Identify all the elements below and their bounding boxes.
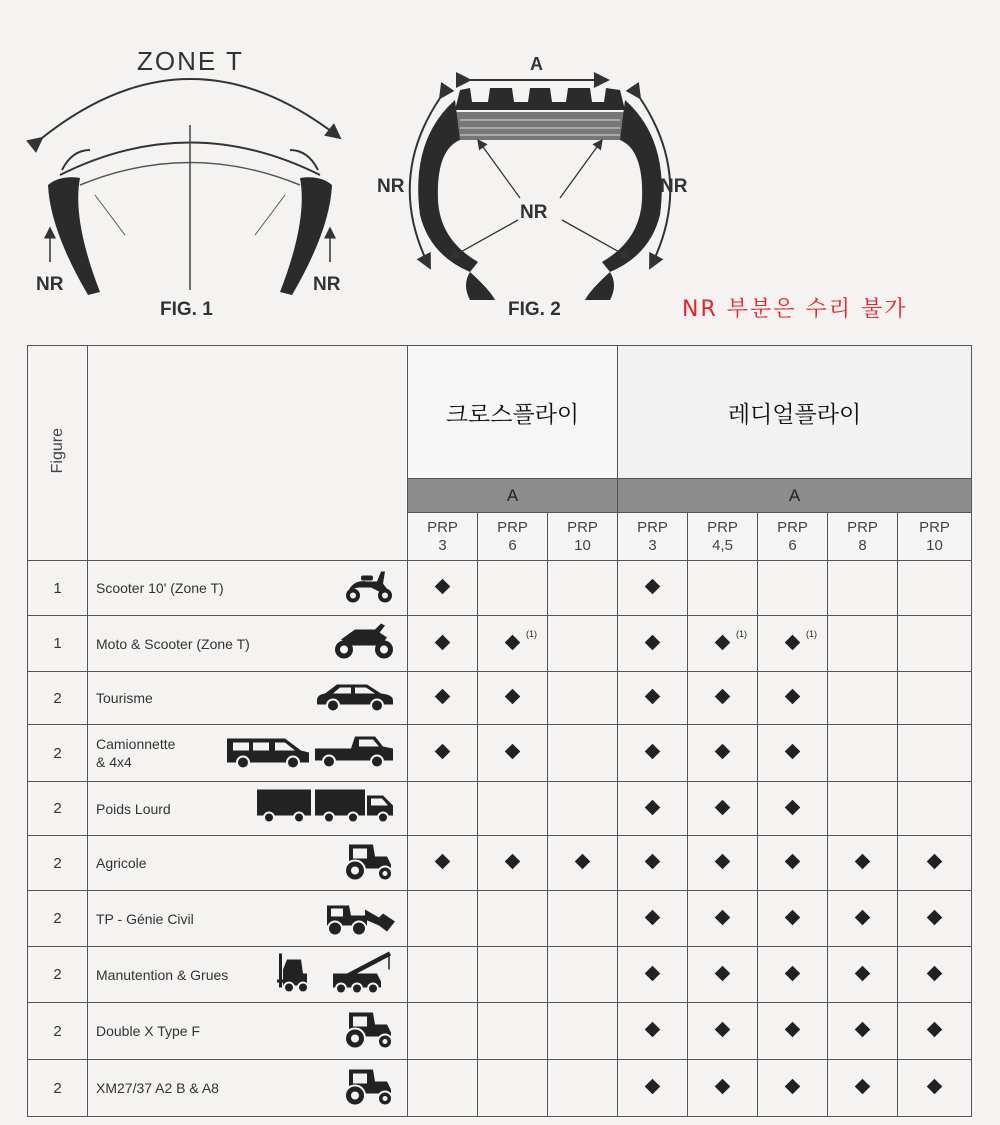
vehicle-type-label: Manutention & Grues bbox=[96, 966, 229, 983]
prp-label: PRP bbox=[847, 518, 878, 536]
crossply-header: 크로스플라이 bbox=[408, 346, 618, 479]
compat-cell bbox=[828, 561, 898, 616]
table-row bbox=[28, 782, 972, 836]
compat-cell bbox=[758, 1003, 828, 1060]
compat-cell bbox=[618, 672, 688, 725]
compat-cell bbox=[408, 836, 478, 891]
compatible-diamond-icon bbox=[645, 634, 661, 650]
vehicle-type-label: Tourisme bbox=[96, 690, 153, 706]
compatible-diamond-icon bbox=[715, 909, 731, 925]
table-row bbox=[28, 1003, 972, 1060]
compat-cell bbox=[828, 672, 898, 725]
compat-cell bbox=[618, 1003, 688, 1060]
compat-cell bbox=[408, 1060, 478, 1117]
footnote-mark: (1) bbox=[736, 628, 748, 639]
prp-label: PRP bbox=[637, 518, 668, 536]
figure-number: 2 bbox=[28, 891, 88, 947]
compatible-diamond-icon bbox=[785, 1022, 801, 1038]
compat-cell bbox=[898, 616, 972, 672]
prp-header-3 bbox=[548, 513, 618, 561]
vehicle-type-label: XM27/37 A2 B & A8 bbox=[96, 1080, 219, 1096]
compatible-diamond-icon bbox=[645, 799, 661, 815]
compat-cell bbox=[478, 725, 548, 782]
crossply-a-zone: A bbox=[408, 479, 618, 513]
motorcycle-icon bbox=[331, 621, 397, 666]
prp-label: PRP bbox=[919, 518, 950, 536]
compat-cell bbox=[688, 725, 758, 782]
vehicle-type-cell bbox=[88, 725, 408, 782]
compat-cell bbox=[898, 1003, 972, 1060]
prp-header-7 bbox=[828, 513, 898, 561]
prp-label: PRP bbox=[427, 518, 458, 536]
figure-header-cell bbox=[28, 346, 88, 561]
vehicle-type-label: Scooter 10' (Zone T) bbox=[96, 580, 224, 596]
table-row bbox=[28, 1060, 972, 1117]
compatible-diamond-icon bbox=[785, 799, 801, 815]
compat-cell bbox=[688, 947, 758, 1003]
compat-cell bbox=[618, 616, 688, 672]
figure-number: 1 bbox=[28, 616, 88, 672]
fig2-nr-left: NR bbox=[377, 176, 405, 197]
compat-cell bbox=[758, 1060, 828, 1117]
fig2-a-label: A bbox=[530, 54, 543, 74]
compat-cell bbox=[758, 891, 828, 947]
prp-value: 6 bbox=[508, 536, 517, 554]
compat-cell bbox=[408, 725, 478, 782]
compat-cell bbox=[898, 725, 972, 782]
compat-cell bbox=[618, 1060, 688, 1117]
prp-label: PRP bbox=[707, 518, 738, 536]
compatible-diamond-icon bbox=[505, 634, 521, 650]
compat-cell bbox=[828, 782, 898, 836]
compatible-diamond-icon bbox=[855, 1022, 871, 1038]
figure-number: 2 bbox=[28, 672, 88, 725]
compat-cell bbox=[828, 947, 898, 1003]
compatible-diamond-icon bbox=[435, 689, 451, 705]
compat-cell bbox=[758, 725, 828, 782]
prp-header-8 bbox=[898, 513, 972, 561]
vehicle-type-label: Double X Type F bbox=[96, 1023, 201, 1039]
compat-cell bbox=[828, 1003, 898, 1060]
fig2-nr-right: NR bbox=[660, 176, 688, 197]
compatible-diamond-icon bbox=[715, 965, 731, 981]
compat-cell bbox=[688, 782, 758, 836]
compat-cell bbox=[548, 1060, 618, 1117]
compat-cell bbox=[618, 725, 688, 782]
vehicle-type-cell bbox=[88, 947, 408, 1003]
prp-header-1 bbox=[408, 513, 478, 561]
compat-cell bbox=[478, 616, 548, 672]
loader-icon bbox=[321, 895, 397, 942]
compat-cell bbox=[478, 836, 548, 891]
compatible-diamond-icon bbox=[927, 854, 943, 870]
compatible-diamond-icon bbox=[785, 965, 801, 981]
compatible-diamond-icon bbox=[785, 1079, 801, 1095]
compatible-diamond-icon bbox=[645, 689, 661, 705]
footnote-mark: (1) bbox=[806, 628, 818, 639]
forklift-crane-icon bbox=[277, 949, 397, 1000]
figure-number: 2 bbox=[28, 947, 88, 1003]
prp-header-5 bbox=[688, 513, 758, 561]
compat-cell bbox=[408, 782, 478, 836]
compat-cell bbox=[688, 1060, 758, 1117]
compat-cell bbox=[898, 782, 972, 836]
prp-value: 4,5 bbox=[712, 536, 733, 554]
compat-cell bbox=[478, 947, 548, 1003]
prp-header-6 bbox=[758, 513, 828, 561]
compat-cell bbox=[688, 836, 758, 891]
compat-cell bbox=[688, 1003, 758, 1060]
compat-cell bbox=[898, 836, 972, 891]
repair-table bbox=[27, 345, 972, 1117]
compat-cell bbox=[618, 891, 688, 947]
vehicle-type-cell bbox=[88, 782, 408, 836]
tractor-icon bbox=[339, 1007, 397, 1056]
table-row bbox=[28, 891, 972, 947]
fig2-tire-diagram bbox=[410, 80, 671, 300]
compat-cell bbox=[688, 891, 758, 947]
compatible-diamond-icon bbox=[435, 579, 451, 595]
table-row bbox=[28, 725, 972, 782]
compat-cell bbox=[828, 725, 898, 782]
compat-cell bbox=[478, 782, 548, 836]
compatible-diamond-icon bbox=[715, 854, 731, 870]
compatible-diamond-icon bbox=[855, 965, 871, 981]
compat-cell bbox=[478, 561, 548, 616]
prp-header-4 bbox=[618, 513, 688, 561]
figure-number: 2 bbox=[28, 1060, 88, 1117]
compat-cell bbox=[688, 672, 758, 725]
prp-header-2 bbox=[478, 513, 548, 561]
compat-cell bbox=[758, 947, 828, 1003]
prp-label: PRP bbox=[567, 518, 598, 536]
vehicle-type-label: Poids Lourd bbox=[96, 800, 171, 817]
compatible-diamond-icon bbox=[645, 1079, 661, 1095]
compat-cell bbox=[548, 725, 618, 782]
compat-cell bbox=[828, 891, 898, 947]
figure-number: 1 bbox=[28, 561, 88, 616]
car-icon bbox=[313, 679, 397, 718]
radial-a-zone: A bbox=[618, 479, 972, 513]
table-row bbox=[28, 672, 972, 725]
vehicle-type-cell bbox=[88, 561, 408, 616]
tractor-icon bbox=[339, 1064, 397, 1113]
compatible-diamond-icon bbox=[927, 965, 943, 981]
compatible-diamond-icon bbox=[645, 965, 661, 981]
scooter-icon bbox=[341, 566, 397, 611]
vehicle-type-line: & 4x4 bbox=[96, 754, 132, 770]
vehicle-header-cell bbox=[88, 346, 408, 561]
compatible-diamond-icon bbox=[715, 689, 731, 705]
compatible-diamond-icon bbox=[575, 854, 591, 870]
compat-cell bbox=[898, 672, 972, 725]
compatible-diamond-icon bbox=[715, 1079, 731, 1095]
compat-cell bbox=[618, 561, 688, 616]
compatible-diamond-icon bbox=[435, 854, 451, 870]
compatible-diamond-icon bbox=[715, 634, 731, 650]
compatible-diamond-icon bbox=[505, 744, 521, 760]
prp-value: 8 bbox=[858, 536, 867, 554]
figure-number: 2 bbox=[28, 782, 88, 836]
vehicle-type-cell bbox=[88, 672, 408, 725]
compat-cell bbox=[758, 672, 828, 725]
vehicle-type-label: TP - Génie Civil bbox=[96, 910, 194, 927]
compat-cell bbox=[618, 836, 688, 891]
compat-cell bbox=[758, 616, 828, 672]
compatible-diamond-icon bbox=[785, 909, 801, 925]
compat-cell bbox=[478, 672, 548, 725]
van-pickup-icon bbox=[225, 731, 397, 776]
prp-value: 3 bbox=[648, 536, 657, 554]
table-row bbox=[28, 947, 972, 1003]
vehicle-type-label: Moto & Scooter (Zone T) bbox=[96, 635, 250, 652]
tire-figures bbox=[0, 0, 1000, 340]
compatible-diamond-icon bbox=[505, 689, 521, 705]
compat-cell bbox=[408, 616, 478, 672]
compat-cell bbox=[828, 616, 898, 672]
compatible-diamond-icon bbox=[715, 744, 731, 760]
compat-cell bbox=[478, 891, 548, 947]
compatible-diamond-icon bbox=[927, 1079, 943, 1095]
compat-cell bbox=[408, 891, 478, 947]
compatible-diamond-icon bbox=[927, 1022, 943, 1038]
compatible-diamond-icon bbox=[645, 579, 661, 595]
prp-value: 10 bbox=[926, 536, 943, 554]
compat-cell bbox=[548, 947, 618, 1003]
compatible-diamond-icon bbox=[645, 854, 661, 870]
fig1-tire-diagram bbox=[42, 79, 340, 295]
vehicle-type-label bbox=[96, 735, 175, 771]
compat-cell bbox=[408, 947, 478, 1003]
fig1-caption: FIG. 1 bbox=[160, 299, 213, 320]
figure-number: 2 bbox=[28, 836, 88, 891]
prp-value: 6 bbox=[788, 536, 797, 554]
compatible-diamond-icon bbox=[785, 744, 801, 760]
compatible-diamond-icon bbox=[927, 909, 943, 925]
compat-cell bbox=[408, 672, 478, 725]
table-row bbox=[28, 616, 972, 672]
footnote-mark: (1) bbox=[526, 628, 537, 639]
compatible-diamond-icon bbox=[715, 1022, 731, 1038]
compat-cell bbox=[478, 1060, 548, 1117]
compat-cell bbox=[828, 1060, 898, 1117]
compat-cell bbox=[548, 616, 618, 672]
fig1-nr-right: NR bbox=[313, 274, 341, 295]
compatible-diamond-icon bbox=[855, 854, 871, 870]
compat-cell bbox=[618, 947, 688, 1003]
compatible-diamond-icon bbox=[435, 634, 451, 650]
compat-cell bbox=[758, 782, 828, 836]
table-row bbox=[28, 561, 972, 616]
compat-cell bbox=[548, 782, 618, 836]
fig1-zone-label: ZONE T bbox=[137, 46, 244, 76]
compat-cell bbox=[548, 836, 618, 891]
prp-value: 10 bbox=[574, 536, 591, 554]
prp-label: PRP bbox=[497, 518, 528, 536]
compat-cell bbox=[758, 561, 828, 616]
compatible-diamond-icon bbox=[645, 909, 661, 925]
vehicle-type-line: Camionnette bbox=[96, 736, 176, 752]
compat-cell bbox=[548, 891, 618, 947]
compat-cell bbox=[898, 947, 972, 1003]
vehicle-type-cell bbox=[88, 616, 408, 672]
vehicle-type-cell bbox=[88, 836, 408, 891]
compatible-diamond-icon bbox=[435, 744, 451, 760]
compat-cell bbox=[828, 836, 898, 891]
fig2-caption: FIG. 2 bbox=[508, 299, 561, 320]
compat-cell bbox=[688, 561, 758, 616]
prp-value: 3 bbox=[438, 536, 447, 554]
vehicle-type-cell bbox=[88, 1003, 408, 1060]
compatible-diamond-icon bbox=[785, 854, 801, 870]
prp-label: PRP bbox=[777, 518, 808, 536]
figure-number: 2 bbox=[28, 725, 88, 782]
compatible-diamond-icon bbox=[855, 909, 871, 925]
compatible-diamond-icon bbox=[505, 854, 521, 870]
compat-cell bbox=[898, 561, 972, 616]
compat-cell bbox=[478, 1003, 548, 1060]
compat-cell bbox=[408, 561, 478, 616]
compatible-diamond-icon bbox=[715, 799, 731, 815]
compatible-diamond-icon bbox=[855, 1079, 871, 1095]
fig1-nr-left: NR bbox=[36, 274, 64, 295]
compat-cell bbox=[408, 1003, 478, 1060]
compat-cell bbox=[898, 1060, 972, 1117]
compat-cell bbox=[758, 836, 828, 891]
compatible-diamond-icon bbox=[645, 1022, 661, 1038]
table-row bbox=[28, 836, 972, 891]
figure-number: 2 bbox=[28, 1003, 88, 1060]
compat-cell bbox=[548, 561, 618, 616]
tractor-icon bbox=[339, 839, 397, 888]
truck-icon bbox=[255, 785, 397, 832]
compat-cell bbox=[688, 616, 758, 672]
fig2-nr-center: NR bbox=[520, 202, 548, 223]
compat-cell bbox=[898, 891, 972, 947]
radial-header: 레디얼플라이 bbox=[618, 346, 972, 479]
repair-note: NR 부분은 수리 불가 bbox=[682, 297, 908, 322]
compat-cell bbox=[548, 672, 618, 725]
compatible-diamond-icon bbox=[645, 744, 661, 760]
vehicle-type-cell bbox=[88, 1060, 408, 1117]
vehicle-type-label: Agricole bbox=[96, 855, 147, 871]
compat-cell bbox=[618, 782, 688, 836]
compatible-diamond-icon bbox=[785, 689, 801, 705]
compatible-diamond-icon bbox=[785, 634, 801, 650]
figure-header: Figure bbox=[48, 428, 66, 474]
vehicle-type-cell bbox=[88, 891, 408, 947]
compat-cell bbox=[548, 1003, 618, 1060]
